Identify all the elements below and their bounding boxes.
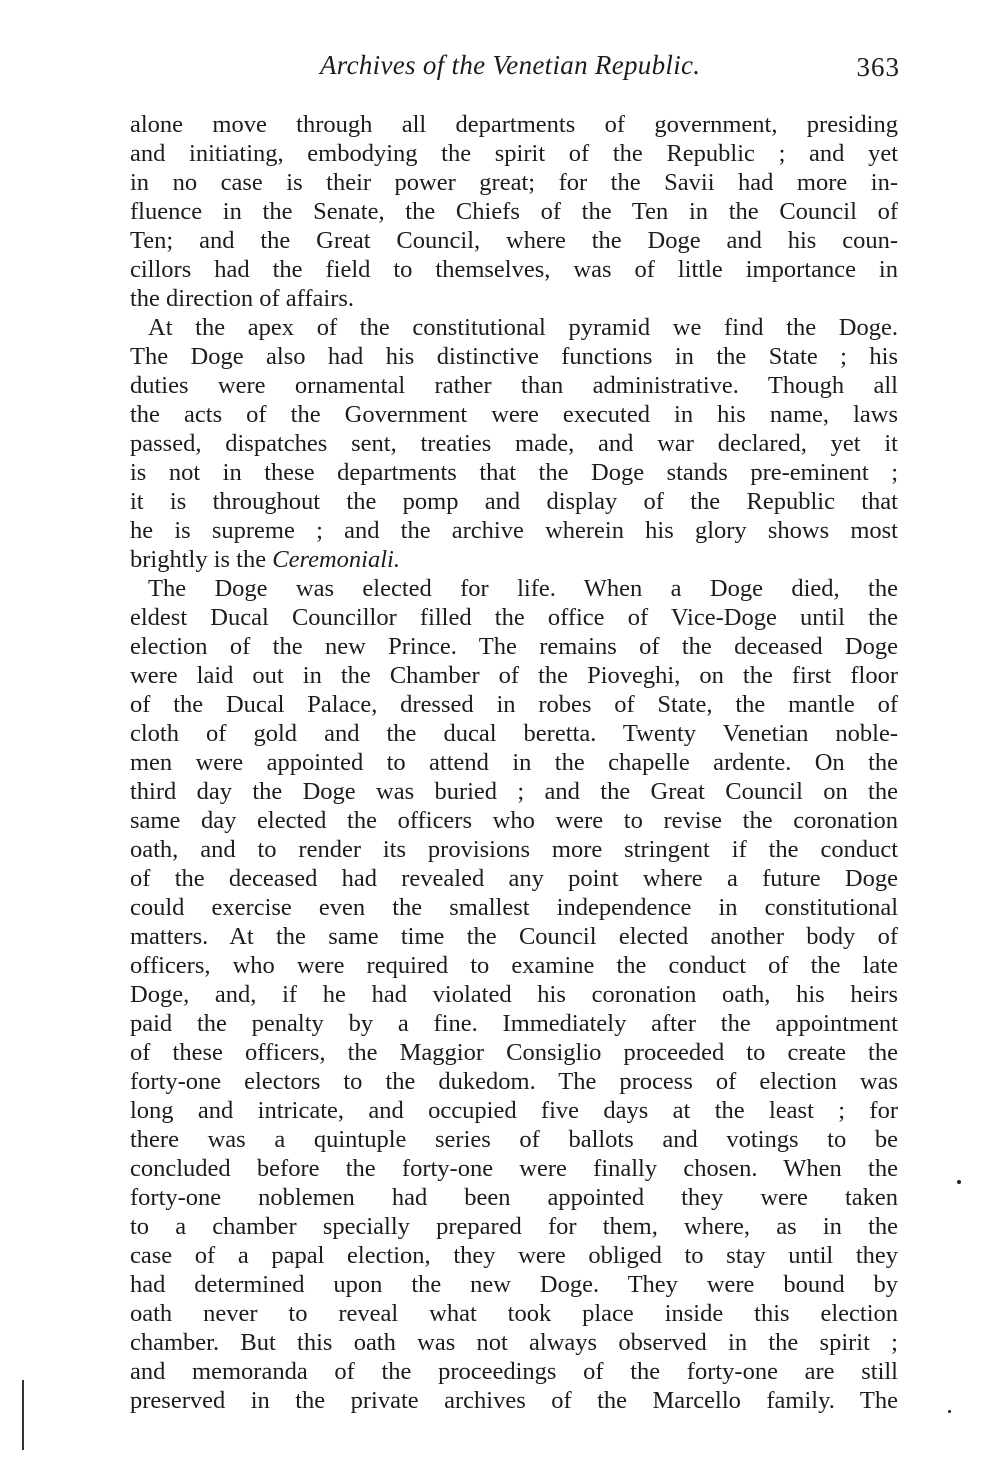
text-line-content: preserved in the private archives of the Marcello family. The	[130, 1387, 898, 1414]
text-line-content: same day elected the officers who were to revise the coronation	[130, 807, 898, 834]
text-line	[130, 313, 898, 342]
text-line	[130, 516, 898, 545]
text-line	[130, 1212, 898, 1241]
running-head	[130, 50, 900, 86]
text-line	[130, 545, 898, 574]
text-line	[130, 864, 898, 893]
text-line-content: and initiating, embodying the spirit of the Republic ; and yet	[130, 140, 898, 167]
text-line-content: forty-one noblemen had been appointed they were taken	[130, 1184, 898, 1211]
ink-speck	[957, 1180, 961, 1184]
text-line-content: had determined upon the new Doge. They were bound by	[130, 1271, 898, 1298]
text-line	[130, 168, 898, 197]
running-title: Archives of the Venetian Republic.	[320, 50, 701, 80]
text-line	[130, 980, 898, 1009]
text-line	[130, 458, 898, 487]
text-line	[130, 371, 898, 400]
text-line-content: passed, dispatches sent, treaties made, and war declared, yet it	[130, 430, 898, 457]
text-line	[130, 922, 898, 951]
text-line	[130, 1067, 898, 1096]
text-line	[130, 1125, 898, 1154]
text-line-content: concluded before the forty-one were finally chosen. When the	[130, 1155, 898, 1182]
text-line-content: The Doge was elected for life. When a Doge died, the	[148, 575, 898, 602]
text-line-content: oath, and to render its provisions more stringent if the conduct	[130, 836, 898, 863]
text-line-content: cloth of gold and the ducal beretta. Twenty Venetian noble-	[130, 720, 898, 747]
text-line-content: to a chamber specially prepared for them, where, as in the	[130, 1213, 898, 1240]
text-line	[130, 632, 898, 661]
text-line-content: of the deceased had revealed any point where a future Doge	[130, 865, 898, 892]
text-line	[130, 197, 898, 226]
text-line	[130, 719, 898, 748]
text-line	[130, 226, 898, 255]
text-line	[130, 1009, 898, 1038]
text-line-content: oath never to reveal what took place inside this election	[130, 1300, 898, 1327]
text-line-content: duties were ornamental rather than administrative. Though all	[130, 372, 898, 399]
text-line	[130, 110, 898, 139]
text-line	[130, 951, 898, 980]
text-line-content: in no case is their power great; for the Savii had more in-	[130, 169, 898, 196]
text-line-content: forty-one electors to the dukedom. The process of election was	[130, 1068, 898, 1095]
text-line	[130, 777, 898, 806]
text-line-content: long and intricate, and occupied five days at the least ; for	[130, 1097, 898, 1124]
text-line-content: fluence in the Senate, the Chiefs of the Ten in the Council of	[130, 198, 898, 225]
text-line	[130, 400, 898, 429]
text-line-content: could exercise even the smallest independence in constitutional	[130, 894, 898, 921]
margin-rule-mark	[22, 1380, 24, 1450]
ink-speck	[948, 1410, 951, 1413]
text-line-content: men were appointed to attend in the chapelle ardente. On the	[130, 749, 898, 776]
text-line	[130, 1328, 898, 1357]
text-line-content: and memoranda of the proceedings of the forty-one are still	[130, 1358, 898, 1385]
italic-term: Ceremoniali.	[272, 546, 400, 573]
text-line	[130, 603, 898, 632]
text-line-content: election of the new Prince. The remains of the deceased Doge	[130, 633, 898, 660]
text-line	[130, 690, 898, 719]
text-line-content: is not in these departments that the Doge stands pre-eminent ;	[130, 459, 898, 486]
text-line-content: alone move through all departments of government, presiding	[130, 111, 898, 138]
text-line-content: of the Ducal Palace, dressed in robes of State, the mantle of	[130, 691, 898, 718]
text-line	[130, 1241, 898, 1270]
text-line	[130, 139, 898, 168]
text-line-content: case of a papal election, they were obliged to stay until they	[130, 1242, 898, 1269]
text-line-content: third day the Doge was buried ; and the Great Council on the	[130, 778, 898, 805]
text-line	[130, 1183, 898, 1212]
text-line	[130, 1386, 898, 1415]
text-line-content: it is throughout the pomp and display of the Republic that	[130, 488, 898, 515]
text-line-content: Ten; and the Great Council, where the Doge and his coun-	[130, 227, 898, 254]
text-line-content: The Doge also had his distinctive functions in the State ; his	[130, 343, 898, 370]
text-line	[130, 574, 898, 603]
text-line	[130, 748, 898, 777]
text-line-content: paid the penalty by a fine. Immediately after the appointment	[130, 1010, 898, 1037]
text-line-content: there was a quintuple series of ballots and votings to be	[130, 1126, 898, 1153]
text-line	[130, 835, 898, 864]
text-line-content: brightly is the	[130, 546, 267, 573]
text-line	[130, 342, 898, 371]
text-line-content: he is supreme ; and the archive wherein his glory shows most	[130, 517, 898, 544]
text-line-content: the direction of affairs.	[130, 285, 355, 312]
text-line	[130, 1357, 898, 1386]
text-line	[130, 284, 898, 313]
text-line	[130, 1154, 898, 1183]
text-line	[130, 1038, 898, 1067]
text-line	[130, 661, 898, 690]
text-line	[130, 806, 898, 835]
text-line-content: At the apex of the constitutional pyramid we find the Doge.	[148, 314, 898, 341]
text-line	[130, 255, 898, 284]
text-line	[130, 893, 898, 922]
text-line-content: matters. At the same time the Council elected another body of	[130, 923, 898, 950]
text-line	[130, 429, 898, 458]
text-line-content: of these officers, the Maggior Consiglio proceeded to create the	[130, 1039, 898, 1066]
text-line-content: officers, who were required to examine the conduct of the late	[130, 952, 898, 979]
text-line-content: cillors had the field to themselves, was of little importance in	[130, 256, 898, 283]
text-line-content: chamber. But this oath was not always observed in the spirit ;	[130, 1329, 898, 1356]
text-line	[130, 1270, 898, 1299]
text-line-content: were laid out in the Chamber of the Pioveghi, on the first floor	[130, 662, 898, 689]
page-number: 363	[856, 52, 900, 82]
text-line-content: the acts of the Government were executed in his name, laws	[130, 401, 898, 428]
text-line-content: eldest Ducal Councillor filled the office of Vice-Doge until the	[130, 604, 898, 631]
text-line	[130, 1299, 898, 1328]
body-text	[130, 110, 898, 1415]
text-line	[130, 1096, 898, 1125]
text-line	[130, 487, 898, 516]
text-line-content: Doge, and, if he had violated his coronation oath, his heirs	[130, 981, 898, 1008]
